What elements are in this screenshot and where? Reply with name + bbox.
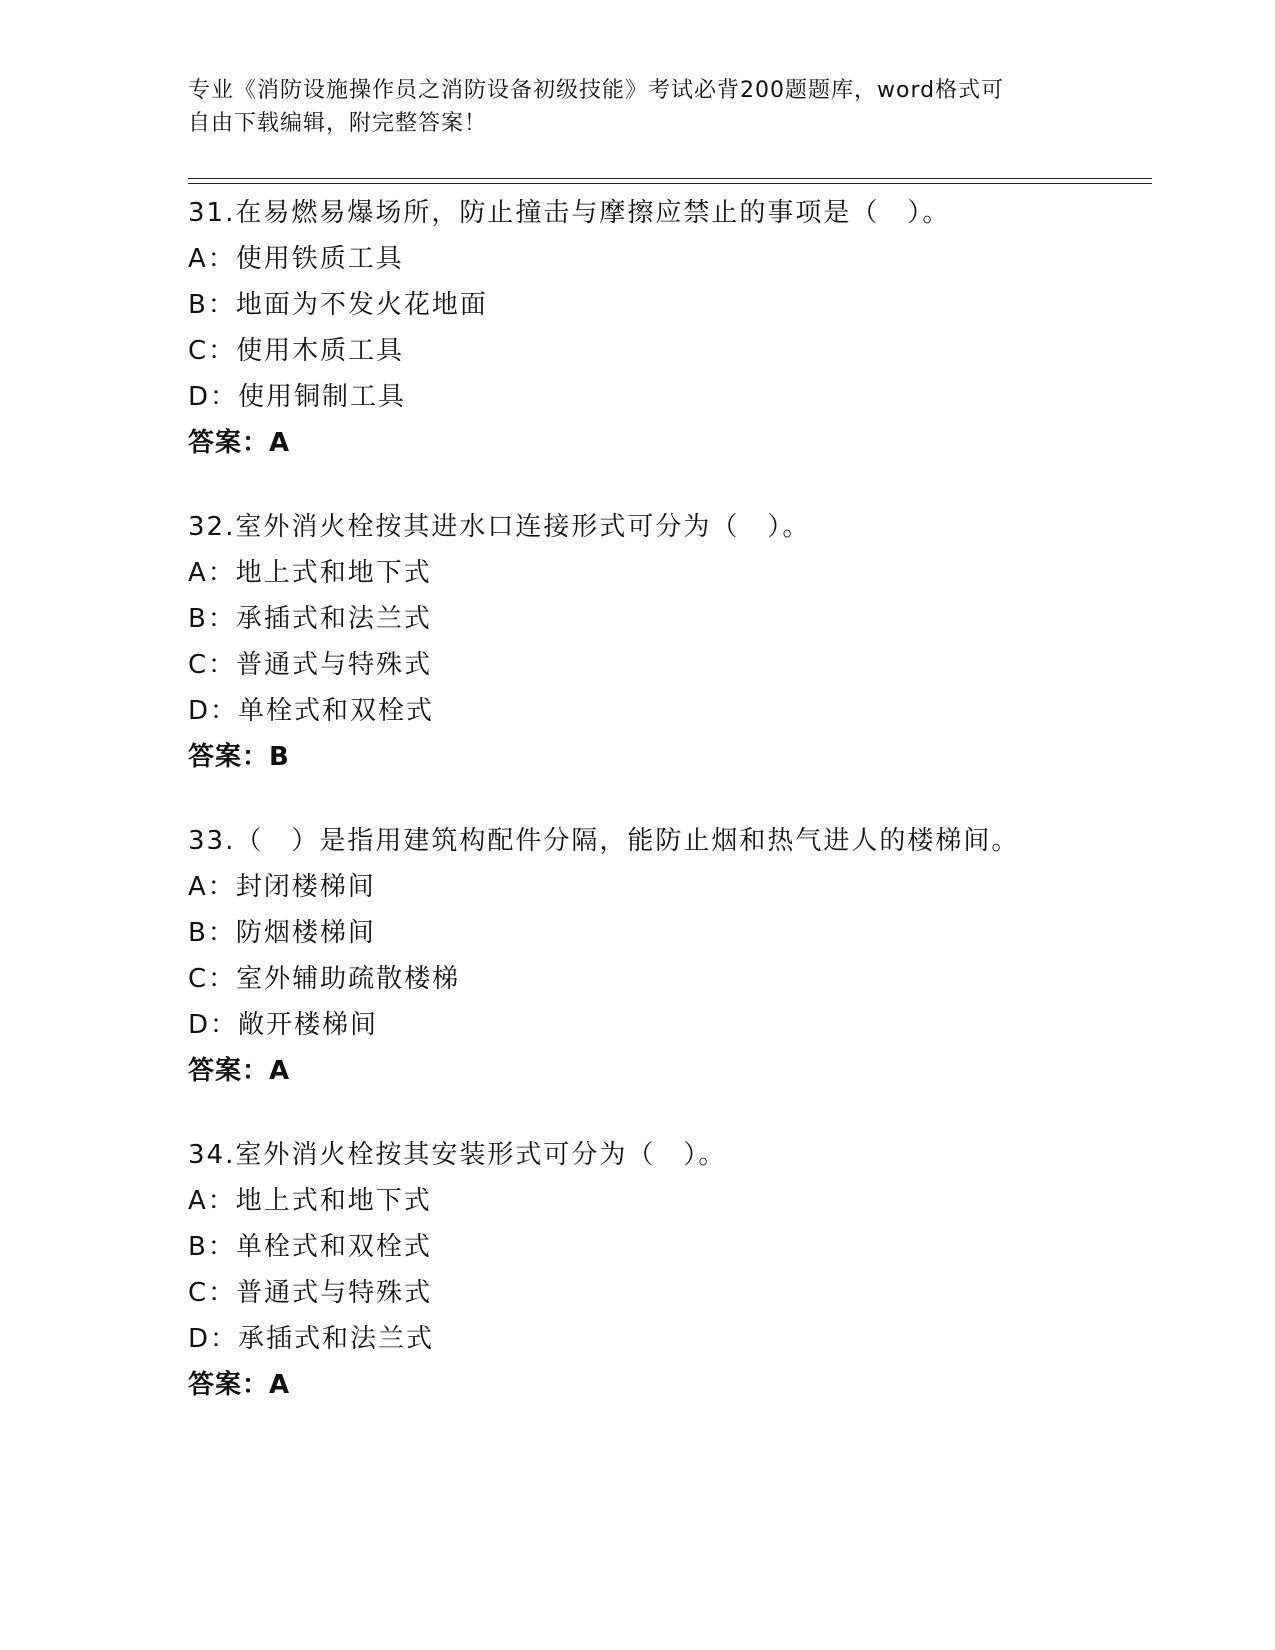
- question-31: [188, 190, 1148, 466]
- question-stem: 31.在易燃易爆场所，防止撞击与摩擦应禁止的事项是（ ）。: [188, 198, 951, 228]
- option-a: A：地上式和地下式: [188, 1186, 432, 1216]
- question-34: [188, 1132, 1148, 1408]
- option-c: C：普通式与特殊式: [188, 650, 433, 680]
- header-line-2: 自由下载编辑，附完整答案！: [188, 111, 488, 136]
- question-32: [188, 504, 1148, 780]
- question-33: [188, 818, 1148, 1094]
- option-a: A：封闭楼梯间: [188, 872, 376, 902]
- header-divider-top: [188, 178, 1152, 179]
- option-b: B：单栓式和双栓式: [188, 1232, 432, 1262]
- question-stem: 33.（ ）是指用建筑构配件分隔，能防止烟和热气进人的楼梯间。: [188, 826, 1020, 856]
- option-c: C：使用木质工具: [188, 336, 405, 366]
- option-d: D：单栓式和双栓式: [188, 696, 435, 726]
- option-b: B：防烟楼梯间: [188, 918, 376, 948]
- option-d: D：敞开楼梯间: [188, 1010, 379, 1040]
- option-d: D：使用铜制工具: [188, 382, 407, 412]
- answer-line: 答案：A: [188, 428, 291, 458]
- question-stem: 34.室外消火栓按其安装形式可分为（ ）。: [188, 1140, 727, 1170]
- answer-line: 答案：A: [188, 1370, 291, 1400]
- header-line-1: 专业《消防设施操作员之消防设备初级技能》考试必背200题题库，word格式可: [188, 78, 1005, 103]
- document-header: [188, 74, 1068, 140]
- question-stem: 32.室外消火栓按其进水口连接形式可分为（ ）。: [188, 512, 811, 542]
- answer-line: 答案：B: [188, 742, 290, 772]
- header-divider-bottom: [188, 183, 1152, 184]
- option-b: B：地面为不发火花地面: [188, 290, 488, 320]
- question-list: [188, 190, 1148, 1446]
- option-d: D：承插式和法兰式: [188, 1324, 435, 1354]
- option-c: C：普通式与特殊式: [188, 1278, 433, 1308]
- option-c: C：室外辅助疏散楼梯: [188, 964, 461, 994]
- option-a: A：地上式和地下式: [188, 558, 432, 588]
- option-b: B：承插式和法兰式: [188, 604, 432, 634]
- option-a: A：使用铁质工具: [188, 244, 404, 274]
- answer-line: 答案：A: [188, 1056, 291, 1086]
